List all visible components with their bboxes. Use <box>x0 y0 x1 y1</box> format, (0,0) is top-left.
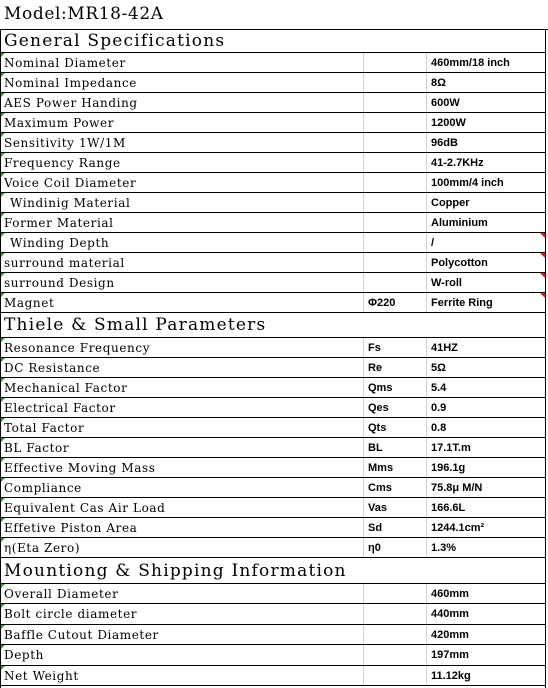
table-left-border <box>0 30 1 688</box>
spec-symbol: Mms <box>364 458 427 477</box>
spec-value: Ferrite Ring <box>427 293 545 312</box>
spec-symbol <box>364 133 427 152</box>
spec-label: surround Design <box>0 273 364 292</box>
spec-row <box>0 398 545 418</box>
spec-label: Nominal Impedance <box>0 73 364 92</box>
spec-symbol <box>364 273 427 292</box>
spec-row <box>0 458 545 478</box>
spec-value: 75.8μ M/N <box>431 482 483 494</box>
spec-label: Voice Coil Diameter <box>0 173 364 192</box>
spec-value: 41HZ <box>431 342 458 354</box>
section-header: General Specifications <box>4 31 226 51</box>
spec-label: Nominal Diameter <box>0 53 364 72</box>
spec-value: Copper <box>431 197 470 209</box>
spec-value: 166.6L <box>431 502 466 514</box>
spec-label: surround material <box>0 253 364 272</box>
spec-label: Total Factor <box>0 418 364 437</box>
spec-symbol: Vas <box>364 498 427 517</box>
spec-value: 96dB <box>431 137 458 149</box>
spec-row <box>0 538 545 558</box>
spec-label: Electrical Factor <box>0 398 364 417</box>
spec-value: 11.12kg <box>431 669 471 682</box>
spec-symbol <box>364 213 427 232</box>
spec-symbol: Sd <box>364 518 427 537</box>
spec-symbol <box>364 625 427 644</box>
spec-label: Compliance <box>0 478 364 497</box>
spec-symbol: Fs <box>364 338 427 357</box>
spec-value: W-roll <box>427 273 545 292</box>
spec-row <box>0 93 545 113</box>
spec-label: Windinig Material <box>0 193 364 212</box>
spec-row <box>0 438 545 458</box>
spec-value: 460mm <box>431 588 469 600</box>
spec-label: DC Resistance <box>0 358 364 377</box>
spec-row <box>0 518 545 538</box>
spec-symbol <box>364 153 427 172</box>
spec-row <box>0 378 545 398</box>
spec-row <box>0 153 545 173</box>
spec-symbol <box>364 73 427 92</box>
table-right-border <box>545 30 546 688</box>
spec-symbol: Qms <box>364 378 427 397</box>
spec-label: Maximum Power <box>0 113 364 132</box>
spec-symbol: Re <box>364 358 427 377</box>
spec-label: Winding Depth <box>0 233 364 252</box>
spec-label: Mechanical Factor <box>0 378 364 397</box>
spec-value: 460mm/18 inch <box>431 57 510 69</box>
spec-row <box>0 604 545 624</box>
spec-label: Effective Moving Mass <box>0 458 364 477</box>
spec-value: 440mm <box>431 608 469 621</box>
spec-row <box>0 173 545 193</box>
model-title-row <box>0 0 548 30</box>
spec-label: Sensitivity 1W/1M <box>0 133 364 152</box>
spec-row <box>0 273 545 293</box>
spec-symbol: η0 <box>364 538 427 557</box>
spec-value: 1200W <box>431 117 466 129</box>
spec-symbol <box>364 604 427 623</box>
spec-row <box>0 253 545 273</box>
spec-label: Bolt circle diameter <box>0 604 364 623</box>
spec-value: 5Ω <box>431 362 446 374</box>
spec-label: Depth <box>0 645 364 664</box>
spec-symbol <box>364 666 427 685</box>
spec-row <box>0 233 545 253</box>
section-header: Mountiong & Shipping Information <box>4 561 347 581</box>
spec-symbol <box>364 233 427 252</box>
spec-row <box>0 418 545 438</box>
spec-row <box>0 666 545 686</box>
spec-value: 1.3% <box>431 542 457 554</box>
spec-value: Polycotton <box>427 253 545 272</box>
spec-label: Frequency Range <box>0 153 364 172</box>
spec-value: 100mm/4 inch <box>431 177 504 189</box>
spec-row <box>0 53 545 73</box>
spec-value: 420mm <box>431 628 469 641</box>
spec-row <box>0 193 545 213</box>
spec-row <box>0 113 545 133</box>
spec-value: 41-2.7KHz <box>431 157 484 169</box>
spec-row <box>0 584 545 604</box>
spec-label: Former Material <box>0 213 364 232</box>
spec-symbol <box>364 93 427 112</box>
spec-value: 600W <box>431 97 460 109</box>
spec-value: 0.9 <box>431 402 447 414</box>
spec-value: 8Ω <box>431 77 446 89</box>
spec-value: Aluminium <box>431 217 488 229</box>
section-header-row <box>0 30 545 53</box>
spec-symbol <box>364 645 427 664</box>
spec-symbol <box>364 253 427 272</box>
spec-label: Resonance Frequency <box>0 338 364 357</box>
spec-label: Magnet <box>0 293 364 312</box>
section-header-row <box>0 313 545 338</box>
spec-row <box>0 358 545 378</box>
spec-symbol <box>364 584 427 603</box>
spec-row <box>0 338 545 358</box>
spec-label: η(Eta Zero) <box>0 538 364 557</box>
spec-label: Equivalent Cas Air Load <box>0 498 364 517</box>
model-title: Model:MR18-42A <box>4 4 164 24</box>
spec-symbol: BL <box>364 438 427 457</box>
spec-label: Net Weight <box>0 666 364 685</box>
spec-value: 0.8 <box>431 422 447 434</box>
spec-row <box>0 73 545 93</box>
spec-label: Effetive Piston Area <box>0 518 364 537</box>
spec-value: 1244.1cm² <box>431 522 485 534</box>
section-header-row <box>0 558 545 584</box>
spec-symbol: Qts <box>364 418 427 437</box>
spec-row <box>0 293 545 313</box>
spec-row <box>0 213 545 233</box>
spec-row <box>0 133 545 153</box>
spec-symbol <box>364 113 427 132</box>
spec-label: Overall Diameter <box>0 584 364 603</box>
spec-value: 196.1g <box>431 462 466 474</box>
spec-symbol: Φ220 <box>364 293 427 312</box>
spec-symbol: Cms <box>364 478 427 497</box>
section-header: Thiele & Small Parameters <box>4 315 267 335</box>
spec-row <box>0 645 545 665</box>
spec-row <box>0 498 545 518</box>
spec-row <box>0 478 545 498</box>
spec-symbol <box>364 193 427 212</box>
spec-value: 197mm <box>431 649 469 662</box>
spec-symbol <box>364 173 427 192</box>
spec-value: 5.4 <box>431 382 447 394</box>
spec-row <box>0 625 545 645</box>
spec-symbol: Qes <box>364 398 427 417</box>
spec-value: 17.1T.m <box>431 442 471 454</box>
spec-label: AES Power Handing <box>0 93 364 112</box>
spec-symbol <box>364 53 427 72</box>
spec-value: / <box>427 233 545 252</box>
spec-label: Baffle Cutout Diameter <box>0 625 364 644</box>
spec-label: BL Factor <box>0 438 364 457</box>
